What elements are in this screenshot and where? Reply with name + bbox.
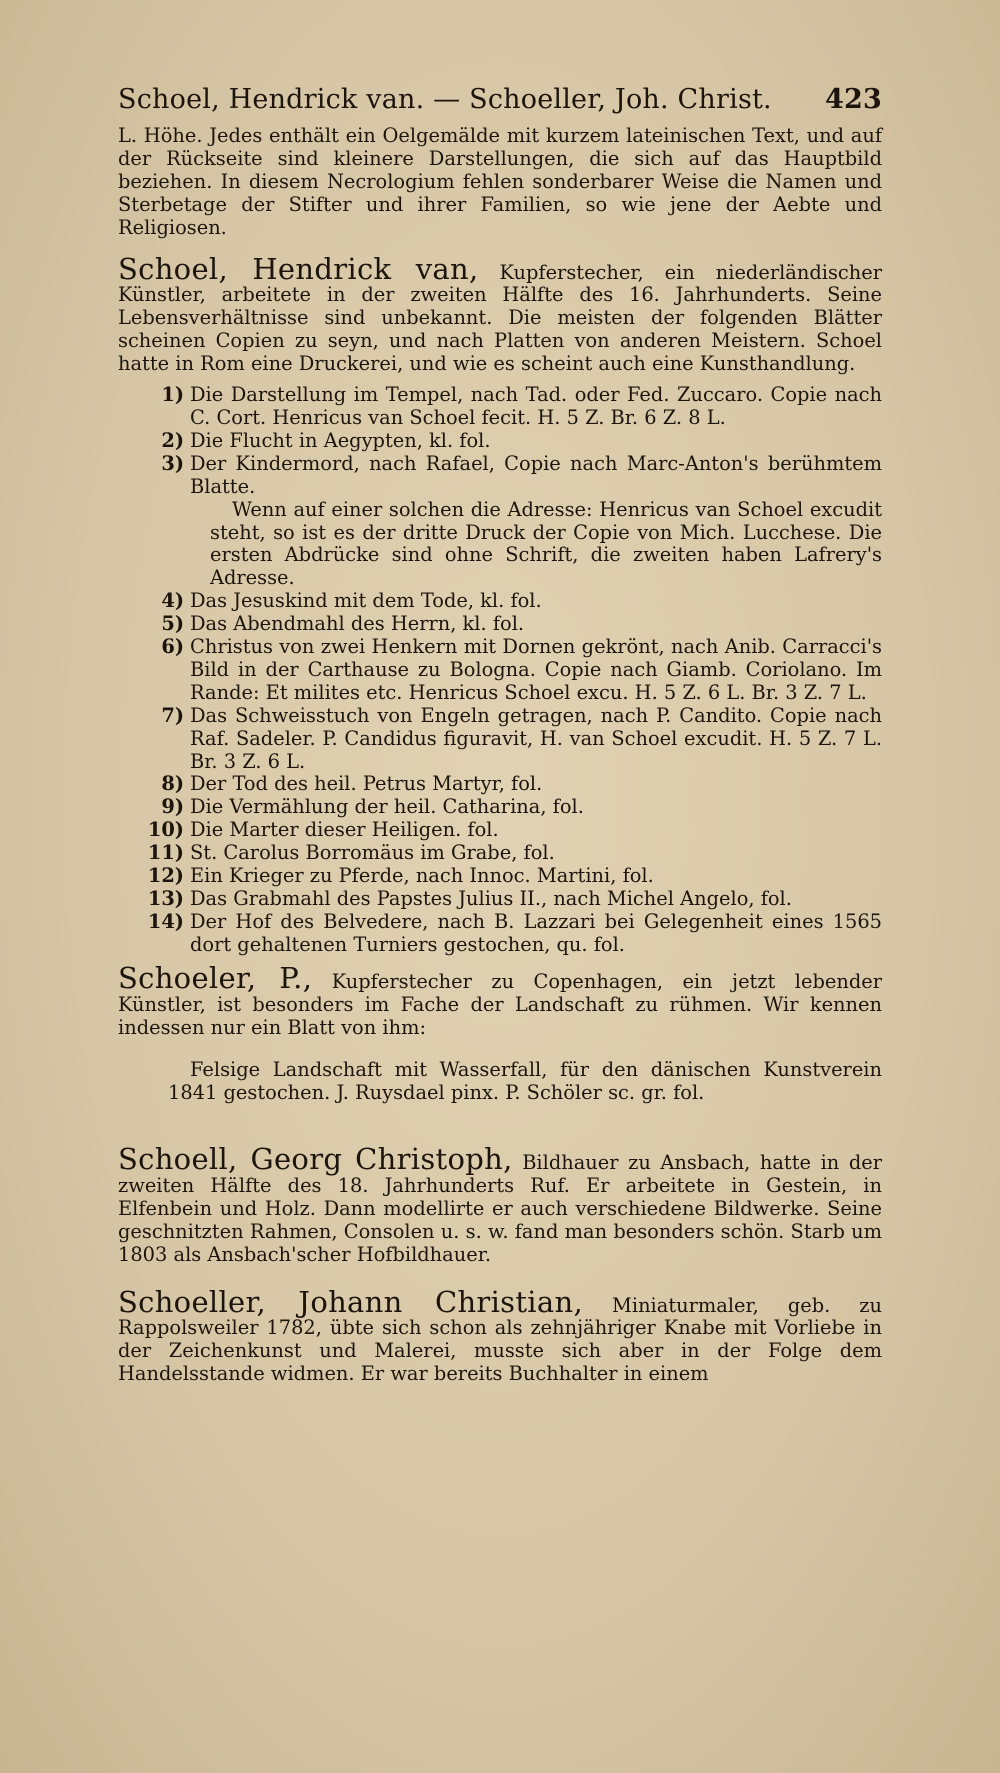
running-title: Schoel, Hendrick van. — Schoeller, Joh. Christ.: [118, 84, 772, 115]
page-number: 423: [825, 84, 882, 115]
list-item: 4) Das Jesuskind mit dem Tode, kl. fol.: [161, 589, 542, 613]
works-list: [118, 384, 882, 957]
list-item: 6) Christus von zwei Henkern mit Dornen gekrönt, nach Anib. Carracci's Bild in der Carthause zu Bologna. Copie nach Giamb. Coriolano. Im Rande: Et milites etc. Henricus Schoel excu. H. 5 Z. 6 L. Br. 3 Z. 7 L.: [161, 635, 882, 704]
list-item: 1) Die Darstellung im Tempel, nach Tad. oder Fed. Zuccaro. Copie nach C. Cort. Henricus van Schoel fecit. H. 5 Z. Br. 6 Z. 8 L.: [161, 383, 882, 429]
list-item: 2) Die Flucht in Aegypten, kl. fol.: [161, 428, 491, 452]
running-head: [118, 84, 882, 115]
entry-schoel-hendrick: [118, 251, 882, 957]
entry-text: Miniaturmaler, geb. zu Rappolsweiler 1782, übte sich schon als zehnjähriger Knabe mit Vorliebe in der Zeichenkunst und Malerei, musste sich aber in der Folge dem Handelsstande widmen. Er war bereits Buchhalter in einem: [118, 1293, 883, 1386]
entry-text: Bildhauer zu Ansbach, hatte in der zweiten Hälfte des 18. Jahrhunderts Ruf. Er arbeitete in Gestein, in Elfenbein und Holz. Dann modellirte er auch verschiedene Bildwerke. Seine geschnitzten Rahmen, Consolen u. s. w. fand man besonders schön. Starb um 1803 als Ansbach'scher Hofbildhauer.: [118, 1151, 882, 1266]
entry-text: Kupferstecher, ein niederländischer Künstler, arbeitete in der zweiten Hälfte des 16. Jahrhunderts. Seine Lebensverhältnisse sind unbekannt. Die meisten der folgenden Blätter scheinen Copien zu seyn, und nach Platten von anderen Meistern. Schoel hatte in Rom eine Druckerei, und wie es scheint auch eine Kunsthandlung.: [118, 260, 882, 376]
entry-name: Schoell, Georg Christoph,: [118, 1142, 513, 1177]
entry-schoell-georg: [118, 1142, 882, 1267]
list-item: 12) Ein Krieger zu Pferde, nach Innoc. Martini, fol.: [147, 864, 654, 888]
entry-schoeler-p: [118, 960, 883, 1105]
entry-schoeller-johann: [118, 1284, 883, 1387]
list-item: 13) Das Grabmahl des Papstes Julius II., nach Michel Angelo, fol.: [147, 887, 792, 910]
entry-name: Schoeler, P.,: [118, 960, 313, 995]
list-item: 10) Die Marter dieser Heiligen. fol.: [147, 818, 499, 842]
list-item: 7) Das Schweisstuch von Engeln getragen, nach P. Candito. Copie nach Raf. Sadeler. P. Candidus figuravit, H. van Schoel excudit. H. 5 Z. 7 L. Br. 3 Z. 6 L.: [161, 703, 882, 773]
list-item: 3) Der Kindermord, nach Rafael, Copie nach Marc-Anton's berühmtem Blatte.: [161, 451, 882, 498]
list-item: 8) Der Tod des heil. Petrus Martyr, fol.: [161, 772, 543, 796]
list-item: 5) Das Abendmahl des Herrn, kl. fol.: [161, 612, 525, 636]
list-item: 11) St. Carolus Borromäus im Grabe, fol.: [147, 841, 555, 865]
continuation-text: L. Höhe. Jedes enthält ein Oelgemälde mit kurzem lateinischen Text, und auf der Rückseite sind kleinere Darstellungen, die sich auf das Hauptbild beziehen. In diesem Necrologium fehlen sonderbarer Weise die Namen und Sterbetage der Stifter und ihrer Familien, so wie jene der Aebte und Religiosen.: [118, 124, 882, 239]
list-note: Wenn auf einer solchen die Adresse: Henricus van Schoel excudit steht, so ist es der dritte Druck der Copie von Mich. Lucchese. Die ersten Abdrücke sind ohne Schrift, die zweiten haben Lafrery's Adresse.: [210, 497, 882, 590]
entry-text: Kupferstecher zu Copenhagen, ein jetzt lebender Künstler, ist besonders im Fache der Landschaft zu rühmen. Wir kennen indessen nur ein Blatt von ihm:: [118, 969, 883, 1039]
entry-name: Schoeller, Johann Christian,: [118, 1284, 583, 1319]
list-item: 14) Der Hof des Belvedere, nach B. Lazzari bei Gelegenheit eines 1565 dort gehaltenen Turniers gestochen, qu. fol.: [147, 909, 882, 956]
entry-work: Felsige Landschaft mit Wasserfall, für den dänischen Kunstverein 1841 gestochen. J. Ruysdael pinx. P. Schöler sc. gr. fol.: [168, 1057, 882, 1104]
entry-name: Schoel, Hendrick van,: [118, 251, 479, 286]
list-item: 9) Die Vermählung der heil. Catharina, fol.: [161, 795, 584, 819]
